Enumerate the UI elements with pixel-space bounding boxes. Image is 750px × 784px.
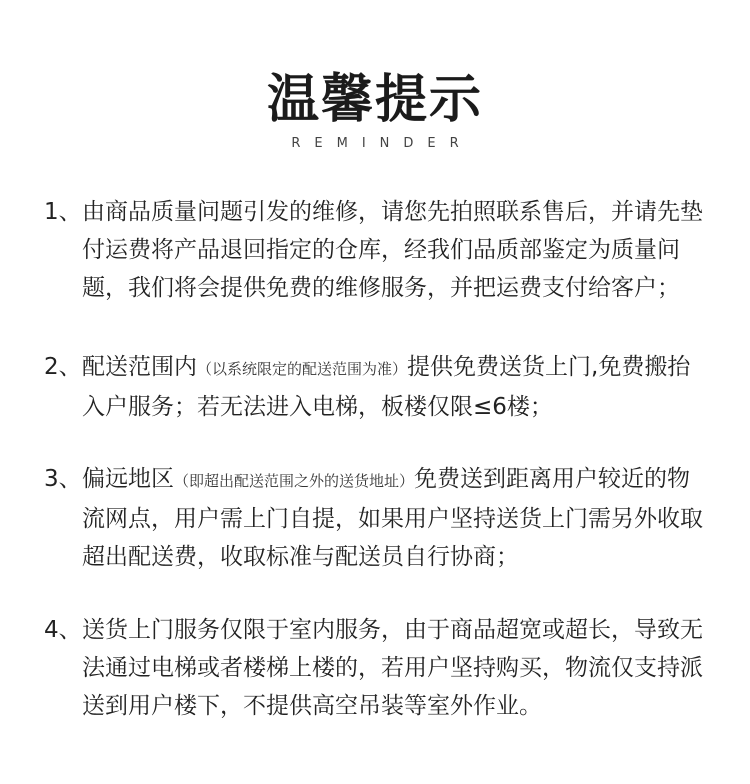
reminder-list xyxy=(44,193,704,725)
reminder-header xyxy=(0,70,750,152)
item-lead: 配送范围内 xyxy=(82,354,197,380)
item-body xyxy=(82,348,704,426)
reminder-item-4 xyxy=(44,611,704,725)
item-note: （即超出配送范围之外的送货地址） xyxy=(174,472,415,490)
item-text: 免费送到距离用户较近的物流网点，用户需上门自提，如果用户坚持送货上门需另外收取超出配送费，收取标准与配送员自行协商； xyxy=(82,466,703,570)
item-body xyxy=(82,460,704,576)
item-lead: 偏远地区 xyxy=(82,466,174,492)
item-text: 送货上门服务仅限于室内服务，由于商品超宽或超长，导致无法通过电梯或者楼梯上楼的，若用户坚持购买，物流仅支持派送到用户楼下，不提供高空吊装等室外作业。 xyxy=(82,617,703,719)
item-text: 提供免费送货上门,免费搬抬入户服务；若无法进入电梯，板楼仅限≤6楼； xyxy=(82,354,691,420)
item-text: 由商品质量问题引发的维修，请您先拍照联系售后，并请先垫付运费将产品退回指定的仓库，经我们品质部鉴定为质量问题，我们将会提供免费的维修服务，并把运费支付给客户； xyxy=(82,199,703,301)
item-note: （以系统限定的配送范围为准） xyxy=(197,360,408,378)
reminder-item-1 xyxy=(44,193,704,307)
page-title: 温馨提示 xyxy=(266,69,483,130)
item-number: 1、 xyxy=(44,199,82,225)
reminder-item-3 xyxy=(44,460,704,576)
item-number: 4、 xyxy=(44,617,82,643)
reminder-item-2 xyxy=(44,348,704,426)
page-subtitle: REMINDER xyxy=(291,136,473,151)
item-number: 3、 xyxy=(44,466,82,492)
item-number: 2、 xyxy=(44,354,82,380)
